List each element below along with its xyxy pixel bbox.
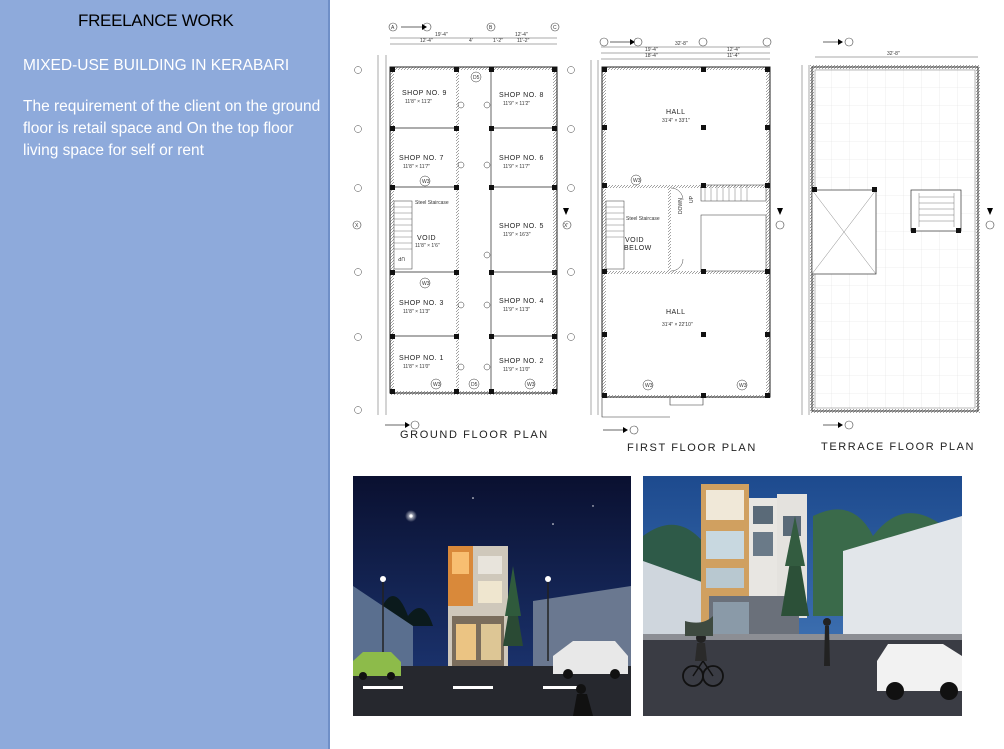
ground-tag-w3-b: W3 [422,281,430,287]
first-tag-w3-c: W3 [739,383,747,389]
sidebar [0,0,330,749]
ground-section-x: X [355,223,359,229]
terrace-dim-1: 32'-8" [887,51,900,57]
shop-6-size: 11'9" × 11'7" [503,164,531,170]
ground-grid-c: C [553,25,557,31]
shop-5-label: SHOP NO. 5 [499,223,544,230]
first-dim-3: 18'-4" [645,53,658,59]
night-render-image [353,476,631,716]
ground-dim-1: 19'-4" [435,32,448,38]
first-floor-label: FIRST FLOOR PLAN [627,442,757,454]
shop-7-size: 11'8" × 11'7" [403,164,431,170]
ground-section-x-prime: X' [564,223,569,229]
first-stair-up: UP [689,196,695,203]
night-render [353,476,631,716]
shop-2-label: SHOP NO. 2 [499,358,544,365]
ground-grid-rows [353,67,362,414]
ground-tag-d5-top: D5 [473,75,480,81]
ground-tag-w3-c: W3 [433,382,441,388]
shop-9-size: 11'8" × 11'2" [405,99,433,105]
ground-dim-5: 1'-2" [493,38,503,44]
first-tag-w3-a: W3 [633,178,641,184]
first-dim-2: 19'-4" [645,47,658,53]
first-stair-down: DOWN [678,198,684,214]
shop-8-size: 11'9" × 11'2" [503,101,531,107]
page-title: FREELANCE WORK [78,11,234,30]
ground-grid-b: B [489,25,493,31]
first-hall-top-label: HALL [666,109,686,116]
ground-void-size: 11'8" × 1'6" [415,243,440,249]
ground-void-label: VOID [417,235,437,242]
first-tag-w3-b: W3 [645,383,653,389]
shop-2-size: 11'9" × 11'0" [503,367,531,373]
shop-6-label: SHOP NO. 6 [499,155,544,162]
ground-floor-plan [353,23,571,441]
ground-grid-a: A [391,25,395,31]
shop-3-label: SHOP NO. 3 [399,300,444,307]
ground-tag-w3-a: W3 [422,179,430,185]
shop-3-size: 11'8" × 11'3" [403,309,431,315]
first-void-below: BELOW [624,245,652,252]
first-void-label: VOID [625,237,645,244]
shop-1-label: SHOP NO. 1 [399,355,444,362]
shop-7-label: SHOP NO. 7 [399,155,444,162]
shop-5-size: 11'9" × 16'3" [503,232,531,238]
day-render-image [643,476,962,716]
first-stair-note: Steel Staircase [626,216,660,222]
first-dim-4: 12'-4" [727,47,740,53]
first-hall-bottom-size: 31'4" × 22'10" [662,322,693,328]
project-subtitle: MIXED-USE BUILDING IN KERABARI [23,57,290,74]
ground-dim-3: 12'-4" [515,32,528,38]
shop-8-label: SHOP NO. 8 [499,92,544,99]
ground-tag-d5-bottom: D5 [471,382,478,388]
first-floor-plan [568,38,785,454]
project-description: The requirement of the client on the ground floor is retail space and On the top floor living space for self or rent [23,98,321,159]
shop-1-size: 11'8" × 11'0" [403,364,431,370]
ground-tag-w3-d: W3 [527,382,535,388]
ground-stair-note: Steel Staircase [415,200,449,206]
ground-dim-4: 4' [469,38,473,44]
ground-stair-up: UP [398,255,405,261]
first-dim-5: 11'-4" [727,53,740,59]
shop-4-size: 11'9" × 11'3" [503,307,531,313]
ground-dim-6: 11'-2" [517,38,530,44]
ground-dim-2: 12'-4" [420,38,433,44]
floor-plans [345,15,1000,465]
floor-plans-drawing [345,15,1000,465]
first-hall-bottom-label: HALL [666,309,686,316]
terrace-floor-label: TERRACE FLOOR PLAN [821,441,976,453]
terrace-floor-plan [802,38,994,453]
ground-floor-label: GROUND FLOOR PLAN [400,429,549,441]
first-dim-1: 32'-8" [675,41,688,47]
day-render [643,476,962,716]
shop-4-label: SHOP NO. 4 [499,298,544,305]
first-hall-top-size: 31'4" × 33'1" [662,118,690,124]
shop-9-label: SHOP NO. 9 [402,90,447,97]
